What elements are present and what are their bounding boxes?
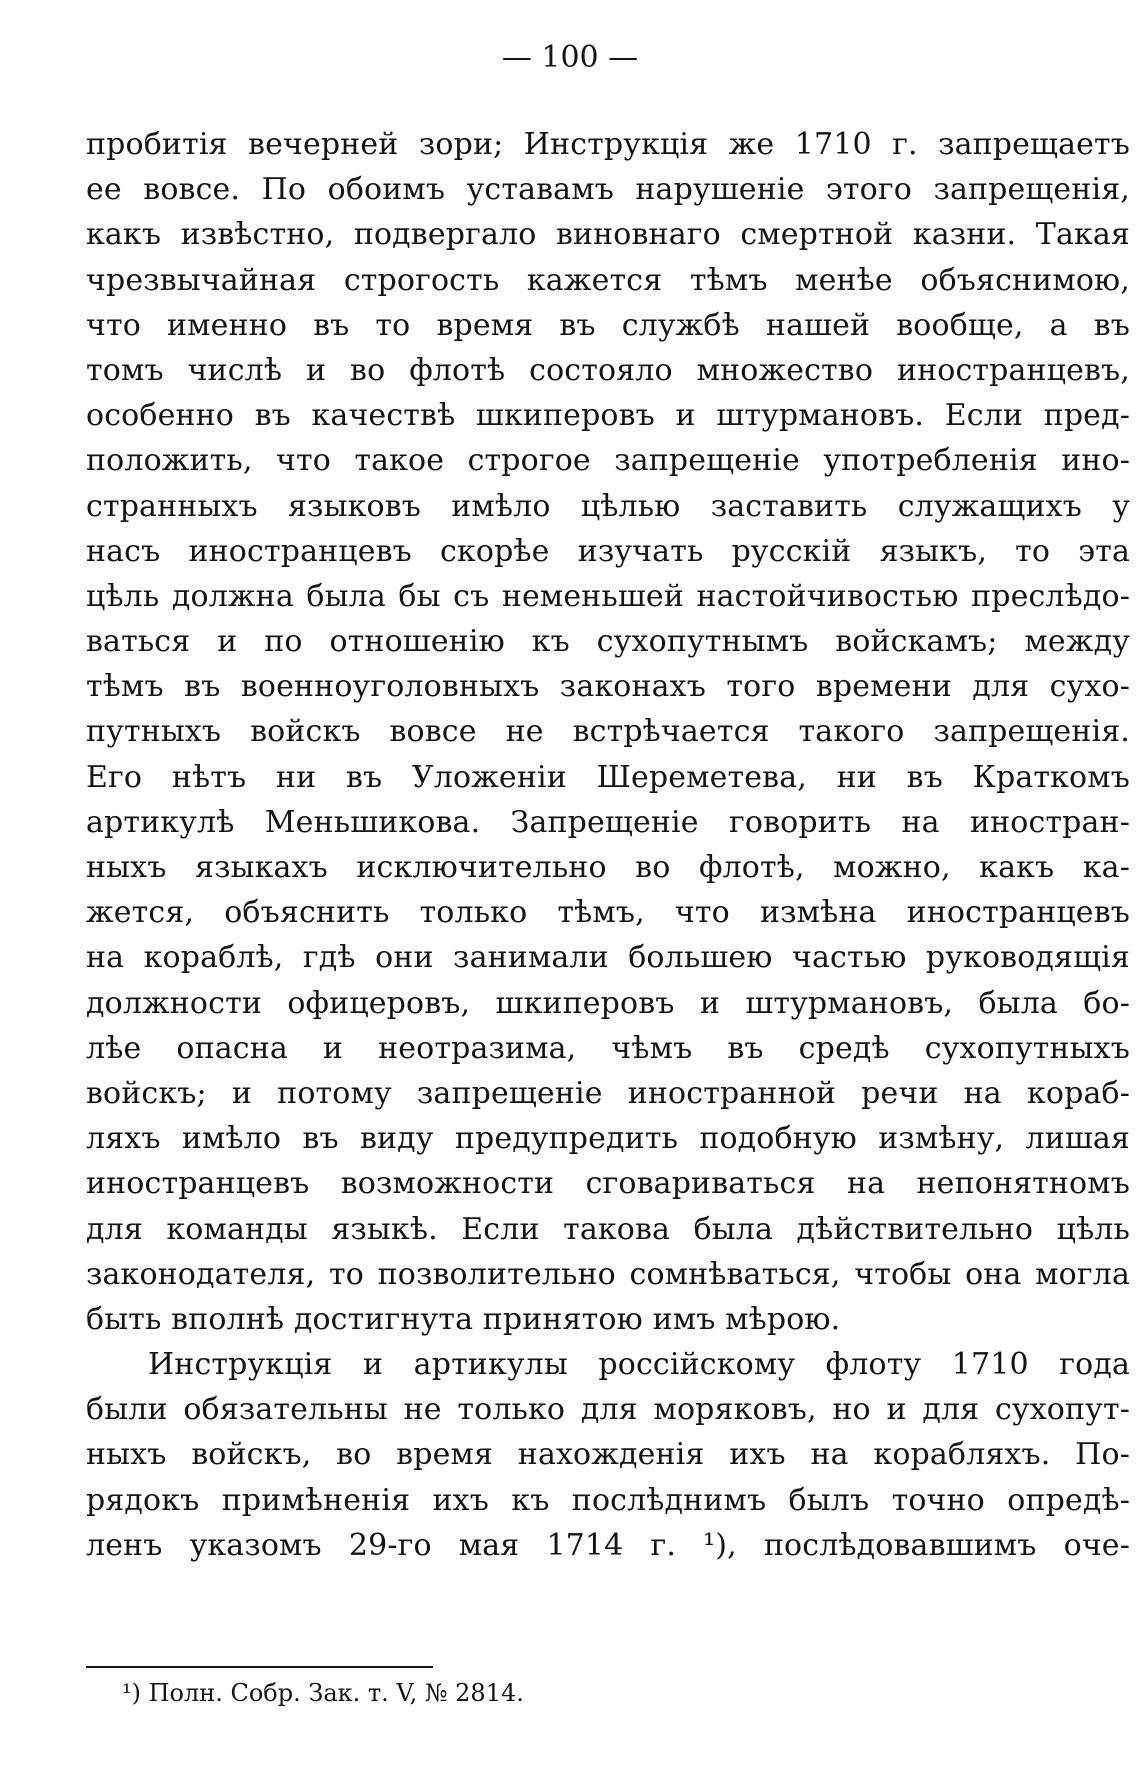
text-line: иностранцевъ возможности сговариваться на непонятномъ bbox=[86, 1166, 1130, 1202]
text-line: ленъ указомъ 29-го мая 1714 г. ¹), послѣдовавшимъ оче- bbox=[86, 1527, 1130, 1563]
text-line: цѣль должна была бы съ неменьшей настойчивостью преслѣдо- bbox=[86, 578, 1130, 614]
text-line: для команды языкѣ. Если такова была дѣйствительно цѣль bbox=[86, 1211, 1130, 1247]
text-line: что именно въ то время въ службѣ нашей вообще, а въ bbox=[86, 307, 1130, 343]
text-line: томъ числѣ и во флотѣ состояло множество иностранцевъ, bbox=[86, 352, 1130, 388]
text-line: ныхъ языкахъ исключительно во флотѣ, можно, какъ ка- bbox=[86, 850, 1130, 885]
text-line: жется, объяснить только тѣмъ, что измѣна иностранцевъ bbox=[86, 895, 1130, 931]
text-line: особенно въ качествѣ шкиперовъ и штурмановъ. Если пред- bbox=[86, 398, 1130, 434]
page-number: — 100 — bbox=[501, 40, 639, 75]
text-line: путныхъ войскъ вовсе не встрѣчается такого запрещенія. bbox=[86, 714, 1130, 750]
text-line: лѣе опасна и неотразима, чѣмъ въ средѣ сухопутныхъ bbox=[86, 1030, 1130, 1066]
footnote-divider bbox=[86, 1666, 433, 1668]
text-line: какъ извѣстно, подвергало виновнаго смертной казни. Такая bbox=[86, 217, 1130, 253]
text-line: тѣмъ въ военноуголовныхъ законахъ того времени для сухо- bbox=[86, 669, 1130, 705]
text-line: были обязательны не только для моряковъ, но и для сухопут- bbox=[86, 1392, 1130, 1428]
text-line: ее вовсе. По обоимъ уставамъ нарушеніе этого запрещенія, bbox=[86, 172, 1130, 208]
text-line: ваться и по отношенію къ сухопутнымъ войскамъ; между bbox=[86, 624, 1130, 660]
text-line: насъ иностранцевъ скорѣе изучать русскій языкъ, то эта bbox=[86, 533, 1130, 569]
text-line: на кораблѣ, гдѣ они занимали большею частью руководящія bbox=[86, 940, 1130, 976]
text-line: положить, что такое строгое запрещеніе употребленія ино- bbox=[86, 443, 1130, 479]
paragraph-start-line: Инструкція и артикулы россійскому флоту 1710 года bbox=[148, 1347, 1130, 1383]
text-line: рядокъ примѣненія ихъ къ послѣднимъ былъ точно опредѣ- bbox=[86, 1482, 1130, 1518]
text-line: войскъ; и потому запрещеніе иностранной речи на кораб- bbox=[86, 1075, 1130, 1111]
text-line: чрезвычайная строгость кажется тѣмъ менѣе объяснимою, bbox=[86, 262, 1130, 298]
text-line: пробитія вечерней зори; Инструкція же 1710 г. запрещаетъ bbox=[86, 127, 1130, 162]
text-line: ныхъ войскъ, во время нахожденія ихъ на корабляхъ. По- bbox=[86, 1437, 1130, 1473]
text-line: странныхъ языковъ имѣло цѣлью заставить служащихъ у bbox=[86, 488, 1130, 524]
text-line: ляхъ имѣло въ виду предупредить подобную измѣну, лишая bbox=[86, 1121, 1130, 1157]
text-line: Его нѣтъ ни въ Уложеніи Шереметева, ни въ Краткомъ bbox=[86, 759, 1130, 795]
body-text bbox=[86, 122, 1130, 1568]
text-line: артикулѣ Меньшикова. Запрещеніе говорить на иностран- bbox=[86, 804, 1130, 840]
text-line: должности офицеровъ, шкиперовъ и штурмановъ, была бо- bbox=[86, 985, 1130, 1021]
paragraph-end-line: быть вполнѣ достигнута принятою имъ мѣрою. bbox=[86, 1301, 841, 1337]
footnote: ¹) Полн. Собр. Зак. т. V, № 2814. bbox=[122, 1679, 524, 1707]
text-line: законодателя, то позволительно сомнѣваться, чтобы она могла bbox=[86, 1256, 1130, 1292]
